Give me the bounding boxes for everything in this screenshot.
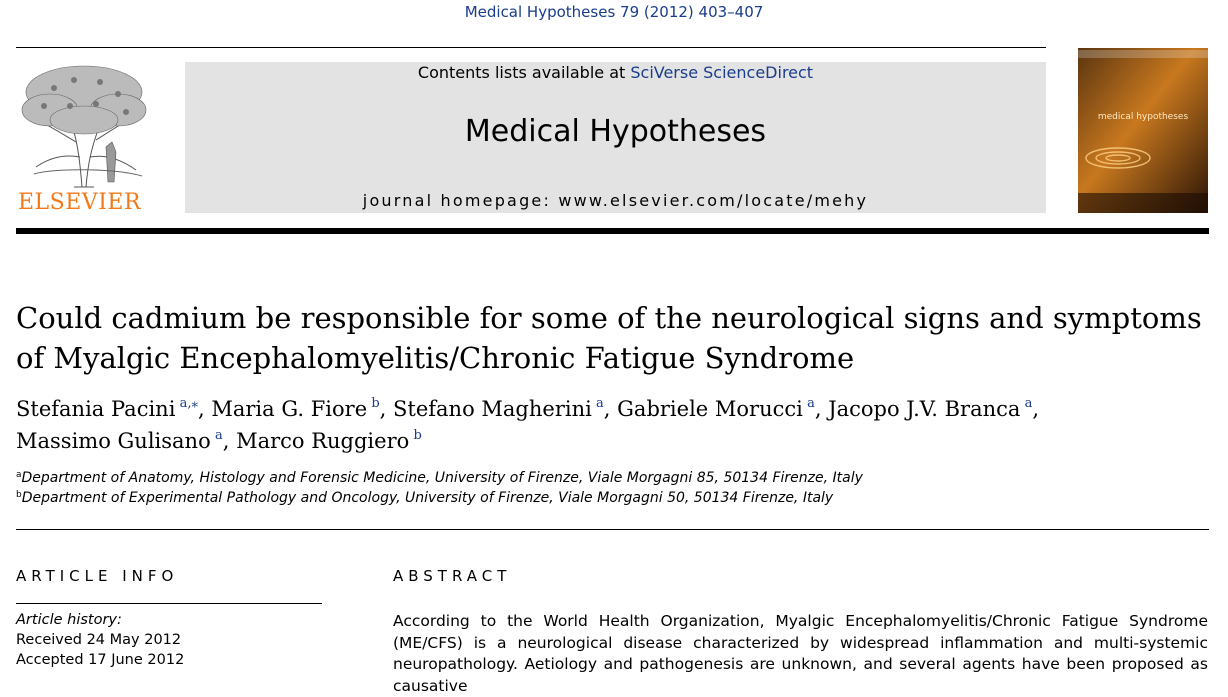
author-affiliation-mark[interactable]: a (807, 396, 815, 411)
author-separator: , (379, 397, 394, 421)
author-affiliation-mark[interactable]: a (1024, 396, 1033, 411)
affiliation-mark: a (16, 470, 22, 480)
author-affiliation-mark[interactable]: a,⁎ (179, 396, 199, 411)
author-separator: , (1032, 397, 1040, 421)
article-info-heading: ARTICLE INFO (16, 567, 179, 585)
contents-prefix: Contents lists available at (417, 63, 631, 82)
journal-citation[interactable]: Medical Hypotheses 79 (2012) 403–407 (464, 3, 764, 21)
article-history (16, 610, 184, 670)
affiliation-b (16, 490, 1216, 506)
author-affiliation-mark[interactable]: a (214, 428, 223, 443)
header-thick-rule (16, 228, 1209, 234)
author-name[interactable]: Stefano Magherini (393, 397, 592, 421)
author-list (16, 393, 1216, 457)
contents-line (185, 63, 1046, 82)
author-name[interactable]: Jacopo J.V. Branca (828, 397, 1021, 421)
author-separator: , (603, 397, 618, 421)
author-affiliation-mark[interactable]: a (596, 396, 604, 411)
author-name[interactable]: Massimo Gulisano (16, 429, 211, 453)
author-separator: , (222, 429, 237, 453)
received-date: Received 24 May 2012 (16, 632, 182, 648)
affiliation-text: Department of Anatomy, Histology and Forensic Medicine, University of Firenze, Viale Morgagni 85, 50134 Firenze, Italy (21, 470, 863, 486)
journal-cover-image[interactable] (1078, 48, 1208, 213)
abstract-text: According to the World Health Organization, Myalgic Encephalomyelitis/Chronic Fatigue Syndrome (ME/CFS) is a neurological disease characterized by widespread inflammation and multi-systemic neuropathology. Aetiology and pathogenesis are unknown, and several agents have been proposed as causative (393, 612, 1208, 695)
affiliation-text: Department of Experimental Pathology and Oncology, University of Firenze, Viale Morgagni 50, 50134 Firenze, Italy (21, 490, 834, 506)
affiliation-mark: b (16, 490, 22, 500)
history-label: Article history: (16, 612, 122, 628)
affiliation-a (16, 470, 1216, 486)
journal-homepage-link[interactable]: journal homepage: www.elsevier.com/locate/mehy (362, 191, 869, 210)
sciencedirect-link[interactable]: SciVerse ScienceDirect (630, 63, 814, 82)
author-separator: , (814, 397, 829, 421)
author-name[interactable]: Gabriele Morucci (617, 397, 803, 421)
author-name[interactable]: Marco Ruggiero (236, 429, 410, 453)
article-info-rule (16, 603, 322, 604)
accepted-date: Accepted 17 June 2012 (16, 652, 185, 668)
header-rule (16, 47, 1046, 48)
article-title: Could cadmium be responsible for some of the neurological signs and symptoms of Myalgic Encephalomyelitis/Chronic Fatigue Syndrome (16, 301, 1202, 375)
author-separator: , (198, 397, 212, 421)
author-name[interactable]: Maria G. Fiore (211, 397, 368, 421)
section-rule (16, 529, 1209, 530)
abstract-heading: ABSTRACT (393, 567, 512, 585)
journal-name: Medical Hypotheses (464, 114, 767, 149)
cover-title: medical hypotheses (1097, 112, 1189, 122)
author-affiliation-mark[interactable]: b (371, 396, 380, 411)
author-name[interactable]: Stefania Pacini (16, 397, 176, 421)
elsevier-wordmark: ELSEVIER (18, 190, 142, 215)
author-affiliation-mark[interactable]: b (413, 428, 422, 443)
